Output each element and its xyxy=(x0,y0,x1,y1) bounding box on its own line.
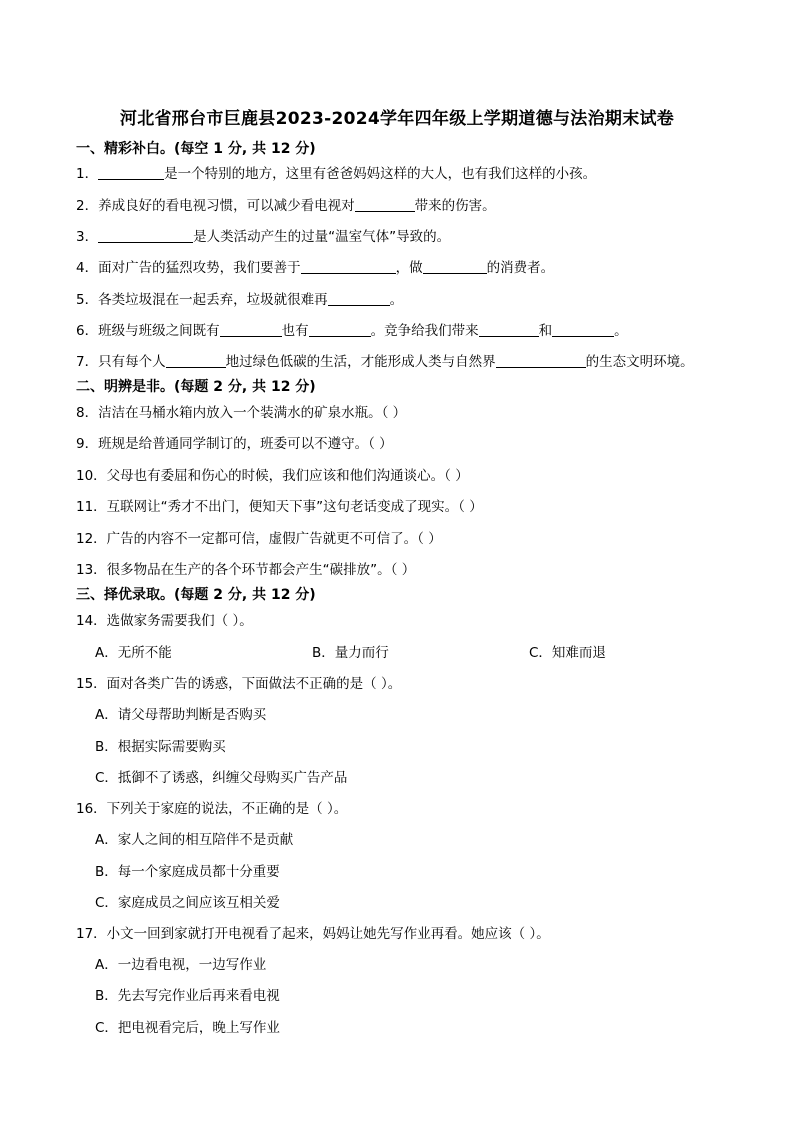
question-number: 1． xyxy=(76,166,99,182)
option-b[interactable]: B．量力而行 xyxy=(312,645,389,661)
question-11: 11．互联网让“秀才不出门，便知天下事”这句老话变成了现实。（ ） xyxy=(76,499,483,515)
question-text: 养成良好的看电视习惯，可以减少看电视对 xyxy=(98,198,355,214)
question-text: 班级与班级之间既有 xyxy=(98,323,220,339)
question-13: 13．很多物品在生产的各个环节都会产生“碳排放”。（ ） xyxy=(76,562,416,578)
question-1 xyxy=(76,165,596,183)
question-text: ，做 xyxy=(395,260,423,276)
answer-blank[interactable] xyxy=(220,323,282,337)
question-text: 的消费者。 xyxy=(486,260,555,276)
section-heading-fill: 一、精彩补白。(每空 1 分, 共 12 分) xyxy=(76,141,316,157)
question-number: 5． xyxy=(76,292,99,308)
question-number: 6． xyxy=(76,323,99,339)
answer-blank[interactable] xyxy=(309,323,371,337)
question-6 xyxy=(76,322,628,340)
answer-blank[interactable] xyxy=(98,166,164,180)
option-a[interactable]: A．家人之间的相互陪伴不是贡献 xyxy=(95,832,294,848)
section-heading-judge: 二、明辨是非。(每题 2 分, 共 12 分) xyxy=(76,379,316,395)
question-16: 16．下列关于家庭的说法，不正确的是（ ）。 xyxy=(76,801,348,817)
question-text: 。 xyxy=(614,323,628,339)
answer-blank[interactable] xyxy=(166,354,226,368)
question-10: 10．父母也有委屈和伤心的时候，我们应该和他们沟通谈心。（ ） xyxy=(76,468,469,484)
question-5 xyxy=(76,291,403,309)
option-b[interactable]: B．根据实际需要购买 xyxy=(95,739,226,755)
answer-blank[interactable] xyxy=(328,292,390,306)
option-b[interactable]: B．先去写完作业后再来看电视 xyxy=(95,988,280,1004)
option-a[interactable]: A．请父母帮助判断是否购买 xyxy=(95,707,267,723)
section-heading-choice: 三、择优录取。(每题 2 分, 共 12 分) xyxy=(76,587,316,603)
option-c[interactable]: C．抵御不了诱惑，纠缠父母购买广告产品 xyxy=(95,770,348,786)
question-text: 带来的伤害。 xyxy=(414,198,496,214)
question-text: 只有每个人 xyxy=(98,354,166,370)
answer-blank[interactable] xyxy=(423,260,487,274)
answer-blank[interactable] xyxy=(355,198,415,212)
question-4 xyxy=(76,259,554,277)
answer-blank[interactable] xyxy=(301,260,396,274)
question-text: 也有 xyxy=(281,323,309,339)
question-12: 12．广告的内容不一定都可信，虚假广告就更不可信了。（ ） xyxy=(76,531,442,547)
answer-blank[interactable] xyxy=(98,229,193,243)
question-15: 15．面对各类广告的诱惑，下面做法不正确的是（ ）。 xyxy=(76,676,402,692)
question-text: 。 xyxy=(389,292,404,308)
answer-blank[interactable] xyxy=(479,323,539,337)
question-number: 7． xyxy=(76,354,99,370)
option-b[interactable]: B．每一个家庭成员都十分重要 xyxy=(95,864,280,880)
question-8: 8．洁洁在马桶水箱内放入一个装满水的矿泉水瓶。（ ） xyxy=(76,405,407,421)
question-number: 2． xyxy=(76,198,99,214)
page-title: 河北省邢台市巨鹿县2023-2024学年四年级上学期道德与法治期末试卷 xyxy=(119,109,675,129)
question-number: 4． xyxy=(76,260,99,276)
question-text: 各类垃圾混在一起丢弃，垃圾就很难再 xyxy=(98,292,328,308)
question-text: 和 xyxy=(538,323,553,339)
answer-blank[interactable] xyxy=(496,354,586,368)
question-text: 是一个特别的地方，这里有爸爸妈妈这样的大人，也有我们这样的小孩。 xyxy=(164,166,597,182)
option-a[interactable]: A．一边看电视，一边写作业 xyxy=(95,957,267,973)
question-2 xyxy=(76,197,496,215)
question-14: 14．选做家务需要我们（ ）。 xyxy=(76,613,253,629)
question-text: 的生态文明环境。 xyxy=(585,354,694,370)
question-17: 17．小文一回到家就打开电视看了起来，妈妈让她先写作业再看。她应该（ ）。 xyxy=(76,926,550,942)
question-text: 是人类活动产生的过量“温室气体”导致的。 xyxy=(193,229,451,245)
question-9: 9．班规是给普通同学制订的，班委可以不遵守。（ ） xyxy=(76,436,393,452)
option-c[interactable]: C．知难而退 xyxy=(529,645,606,661)
question-text: 面对广告的猛烈攻势，我们要善于 xyxy=(98,260,301,276)
option-a[interactable]: A．无所不能 xyxy=(95,645,172,661)
answer-blank[interactable] xyxy=(552,323,614,337)
question-text: 地过绿色低碳的生活，才能形成人类与自然界 xyxy=(225,354,496,370)
question-3 xyxy=(76,228,450,246)
question-text: 。竞争给我们带来 xyxy=(370,323,479,339)
question-number: 3． xyxy=(76,229,99,245)
option-c[interactable]: C．家庭成员之间应该互相关爱 xyxy=(95,895,280,911)
question-7 xyxy=(76,353,694,371)
option-c[interactable]: C．把电视看完后，晚上写作业 xyxy=(95,1020,280,1036)
